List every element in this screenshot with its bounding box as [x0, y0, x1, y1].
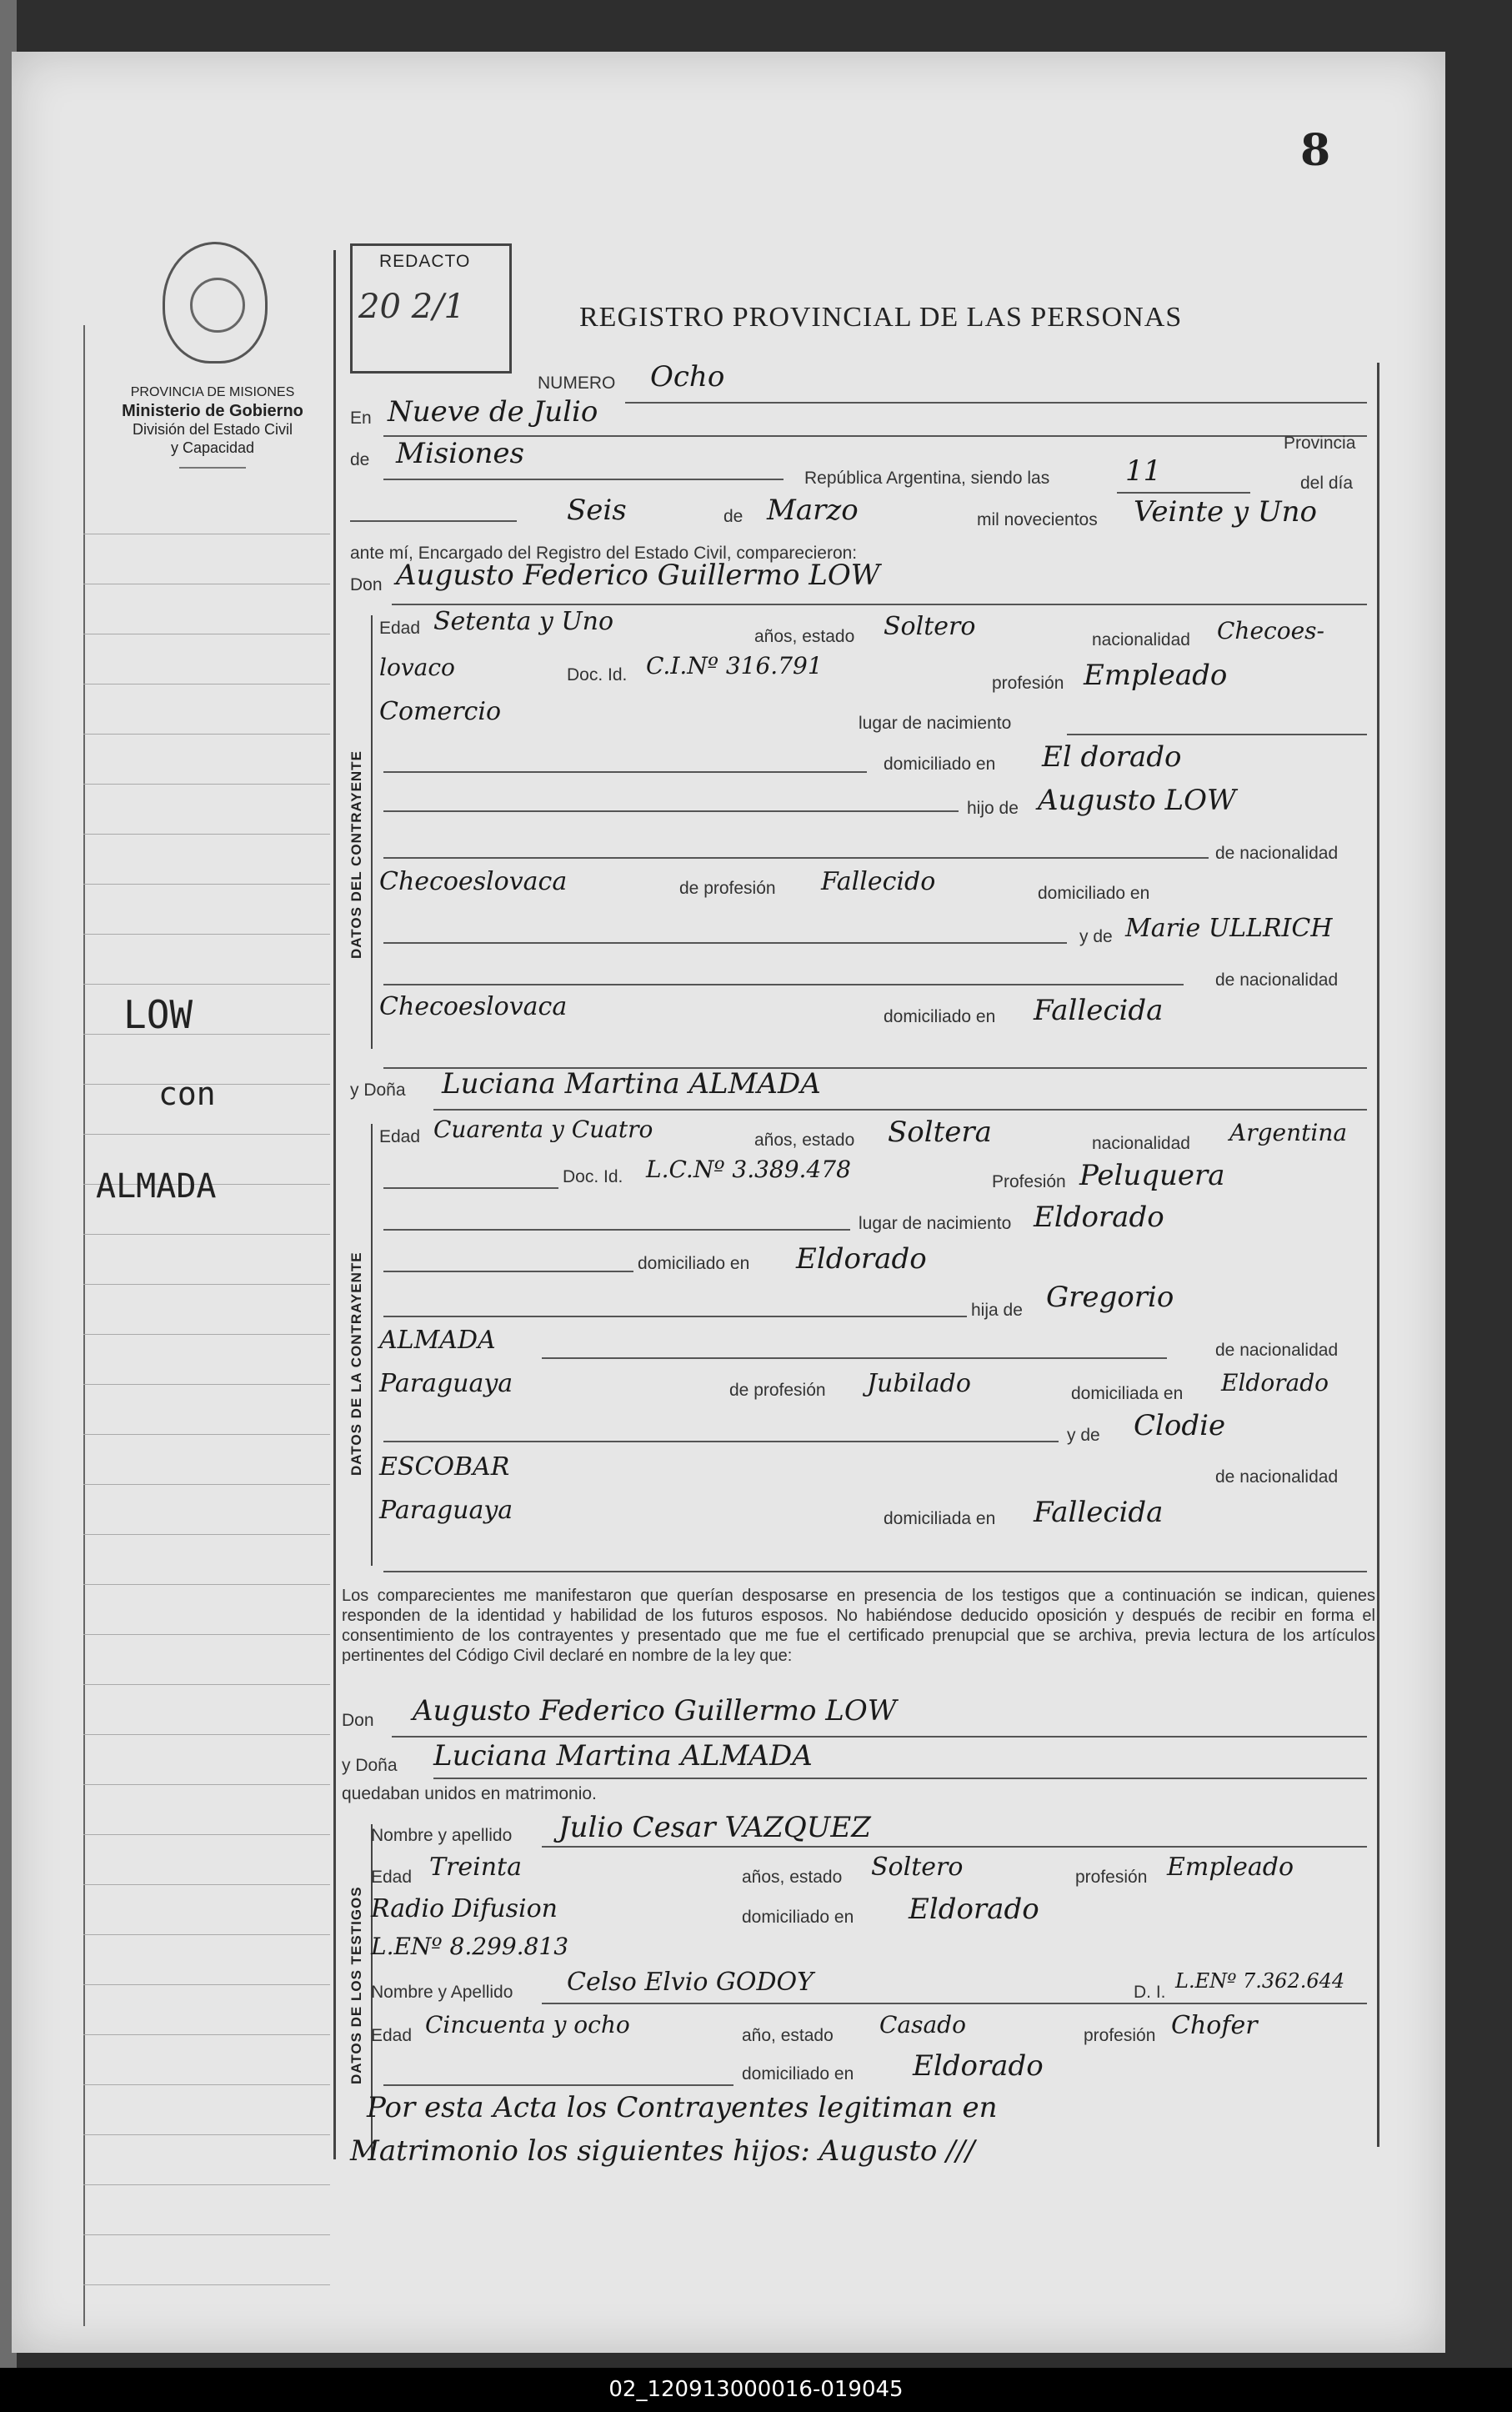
contrayente-rule	[371, 615, 373, 1049]
division-line-1: División del Estado Civil	[132, 421, 293, 438]
domiciliado-label-4: domiciliado en	[638, 1254, 750, 1273]
provincia-label: Provincia	[1284, 434, 1356, 453]
contrayenta-padre-apellido: ALMADA	[379, 1326, 496, 1355]
contrayente-profesion: Empleado	[1084, 659, 1228, 692]
contrayenta-madre-domicilio: Fallecida	[1034, 1496, 1164, 1529]
anos-estado-label-2: años, estado	[754, 1131, 855, 1150]
de-nacionalidad-label-2: de nacionalidad	[1215, 970, 1339, 990]
en-label: En	[350, 409, 372, 428]
domiciliado-label-2: domiciliado en	[1038, 884, 1150, 903]
edad-label: Edad	[379, 619, 421, 638]
contrayente-doc: C.I.Nº 316.791	[646, 652, 823, 679]
contrayente-nacionalidad: Checoes-	[1217, 617, 1324, 644]
division-line-2: y Capacidad	[170, 439, 255, 456]
de-profesion-label: de profesión	[679, 879, 776, 898]
contrayente-padre-profesion: Fallecido	[821, 867, 936, 896]
contrayente-profesion-cont: Comercio	[379, 697, 502, 726]
ano-estado-label: año, estado	[742, 2026, 834, 2045]
form-left-rule	[333, 250, 336, 2159]
de-profesion-label-2: de profesión	[729, 1381, 826, 1400]
union-don: Augusto Federico Guillermo LOW	[413, 1694, 897, 1728]
contrayenta-madre-apellido: ESCOBAR	[379, 1452, 510, 1482]
nacionalidad-label-2: nacionalidad	[1092, 1134, 1190, 1153]
nota-final-linea-1: Por esta Acta los Contrayentes legitiman en	[367, 2091, 998, 2124]
de-nacionalidad-label-3: de nacionalidad	[1215, 1341, 1339, 1360]
testigo1-domicilio: Eldorado	[909, 1893, 1039, 1926]
province-label: PROVINCIA DE MISIONES	[130, 385, 295, 399]
testigo2-edad: Cincuenta y ocho	[425, 2011, 630, 2038]
page-number: 8	[1300, 125, 1331, 176]
lugar-nacimiento-label: lugar de nacimiento	[859, 714, 1012, 733]
contrayenta-domicilio: Eldorado	[796, 1242, 927, 1276]
contrayenta-madre: Clodie	[1134, 1409, 1226, 1442]
testigo1-profesion-cont: Radio Difusion	[371, 1894, 558, 1923]
contrayente-domicilio: El dorado	[1042, 740, 1182, 774]
y-dona-label-2: y Doña	[342, 1756, 398, 1775]
republica-label: República Argentina, siendo las	[804, 469, 1050, 488]
de-nacionalidad-label: de nacionalidad	[1215, 844, 1339, 863]
contrayenta-rule	[371, 1124, 373, 1566]
don-label: Don	[350, 575, 383, 594]
mes-value: Marzo	[767, 494, 859, 527]
section-label-contrayenta: DATOS DE LA CONTRAYENTE	[348, 1251, 364, 1476]
nombre-apellido-label: Nombre y apellido	[371, 1826, 513, 1845]
contrayenta-nacionalidad: Argentina	[1229, 1119, 1348, 1146]
left-margin-rule	[83, 325, 85, 2326]
contrayente-nombre: Augusto Federico Guillermo LOW	[396, 559, 880, 592]
ministry-label: Ministerio de Gobierno	[122, 402, 303, 420]
profesion-label-2: Profesión	[992, 1172, 1066, 1191]
margin-note-con: con	[158, 1076, 216, 1112]
don-label-2: Don	[342, 1711, 374, 1730]
de2-label: de	[723, 507, 743, 526]
testigo2-nombre: Celso Elvio GODOY	[567, 1968, 814, 1997]
image-id-footer: 02_120913000016-019045	[0, 2368, 1512, 2412]
testigo1-profesion: Empleado	[1167, 1853, 1294, 1882]
hijo-de-label: hijo de	[967, 799, 1019, 818]
contrayente-estado: Soltero	[884, 612, 976, 641]
profesion-label-3: profesión	[1075, 1868, 1148, 1887]
domiciliado-label-6: domiciliado en	[742, 2064, 854, 2084]
de-label: de	[350, 450, 370, 469]
issuer-block	[92, 384, 333, 469]
domiciliada-label: domiciliada en	[1071, 1384, 1184, 1403]
coat-of-arms-icon	[163, 242, 268, 364]
domiciliado-label-3: domiciliado en	[884, 1007, 996, 1026]
de-nacionalidad-label-4: de nacionalidad	[1215, 1467, 1339, 1487]
testigo2-estado: Casado	[879, 2011, 966, 2038]
lugar-nacimiento-label-2: lugar de nacimiento	[859, 1214, 1012, 1233]
testigo1-doc: L.ENº 8.299.813	[371, 1933, 569, 1960]
contrayente-madre-nacionalidad: Checoeslovaca	[379, 992, 568, 1021]
redacto-signature: 20 2/1	[358, 288, 465, 326]
y-de-label-2: y de	[1067, 1426, 1100, 1445]
mil-novecientos-label: mil novecientos	[977, 510, 1098, 529]
contrayenta-padre-nacionalidad: Paraguaya	[379, 1369, 513, 1398]
contrayente-padre: Augusto LOW	[1038, 784, 1236, 817]
contrayenta-padre-domicilio: Eldorado	[1221, 1369, 1329, 1397]
margin-note-low: LOW	[123, 992, 193, 1037]
lugar-value: Nueve de Julio	[388, 395, 598, 429]
document-title: REGISTRO PROVINCIAL DE LAS PERSONAS	[579, 302, 1183, 333]
form-right-rule	[1377, 363, 1379, 2147]
testigo1-nombre: Julio Cesar VAZQUEZ	[558, 1811, 871, 1844]
testigo1-edad: Treinta	[429, 1853, 522, 1882]
dia-value: Seis	[567, 494, 627, 527]
edad-label-2: Edad	[379, 1127, 421, 1146]
domiciliada-label-2: domiciliada en	[884, 1509, 996, 1528]
quedaban-label: quedaban unidos en matrimonio.	[342, 1784, 597, 1803]
d-i-label: D. I.	[1134, 1983, 1166, 2002]
contrayenta-madre-nacionalidad: Paraguaya	[379, 1496, 513, 1525]
profesion-label: profesión	[992, 674, 1064, 693]
del-dia-label: del día	[1300, 474, 1354, 493]
anos-estado-label-3: años, estado	[742, 1868, 843, 1887]
section-label-testigos: DATOS DE LOS TESTIGOS	[348, 1886, 364, 2084]
anio-value: Veinte y Uno	[1134, 495, 1317, 529]
doc-id-label: Doc. Id.	[567, 665, 628, 684]
numero-value: Ocho	[650, 360, 725, 394]
contrayenta-nombre: Luciana Martina ALMADA	[442, 1067, 821, 1101]
redacto-label: REDACTO	[379, 252, 471, 271]
contrayenta-edad: Cuarenta y Cuatro	[433, 1116, 653, 1143]
contrayenta-lugar-nacimiento: Eldorado	[1034, 1201, 1164, 1234]
contrayente-edad: Setenta y Uno	[433, 607, 614, 636]
numero-label: NUMERO	[538, 374, 616, 393]
domiciliado-label: domiciliado en	[884, 755, 996, 774]
edad-label-3: Edad	[371, 1868, 413, 1887]
y-dona-label: y Doña	[350, 1081, 406, 1100]
nombre-apellido-label-2: Nombre y Apellido	[371, 1983, 513, 2002]
union-dona: Luciana Martina ALMADA	[433, 1739, 813, 1773]
domiciliado-label-5: domiciliado en	[742, 1908, 854, 1927]
contrayenta-doc: L.C.Nº 3.389.478	[646, 1156, 851, 1183]
declaration-paragraph: Los comparecientes me manifestaron que querían desposarse en presencia de los testigos que a continuación se indican, quienes responden de la identidad y habilidad de los futuros esposos. No habiéndose deducido oposición y después de recibir en forma el consentimiento de los contrayentes y presentado que me fue el certificado prenupcial que se archiva, previa lectura de los artículos pertinentes del Código Civil declaré en nombre de la ley que:	[342, 1587, 1375, 1665]
profesion-label-4: profesión	[1084, 2026, 1156, 2045]
nota-final-linea-2: Matrimonio los siguientes hijos: Augusto ///	[350, 2134, 975, 2168]
contrayenta-estado: Soltera	[888, 1116, 992, 1149]
contrayente-nacionalidad-cont: lovaco	[379, 654, 455, 681]
hora-value: 11	[1125, 454, 1162, 488]
contrayenta-padre-profesion: Jubilado	[867, 1369, 971, 1398]
edad-label-4: Edad	[371, 2026, 413, 2045]
section-label-contrayente: DATOS DEL CONTRAYENTE	[348, 750, 364, 959]
doc-id-label-2: Doc. Id.	[563, 1167, 623, 1186]
contrayenta-profesion: Peluquera	[1079, 1159, 1225, 1192]
provincia-value: Misiones	[396, 437, 524, 470]
y-de-label: y de	[1079, 927, 1113, 946]
margin-note-almada: ALMADA	[96, 1167, 217, 1206]
contrayenta-padre: Gregorio	[1046, 1281, 1174, 1314]
testigo2-domicilio: Eldorado	[913, 2049, 1044, 2083]
hija-de-label: hija de	[971, 1301, 1023, 1320]
ante-label: ante mí, Encargado del Registro del Estado Civil, comparecieron:	[350, 544, 858, 563]
contrayente-madre: Marie ULLRICH	[1125, 914, 1333, 943]
anos-estado-label: años, estado	[754, 627, 855, 646]
nacionalidad-label: nacionalidad	[1092, 630, 1190, 649]
testigo2-profesion: Chofer	[1171, 2011, 1258, 2040]
contrayente-padre-nacionalidad: Checoeslovaca	[379, 867, 568, 896]
testigo1-estado: Soltero	[871, 1853, 964, 1882]
testigo2-doc: L.ENº 7.362.644	[1175, 1969, 1345, 1993]
contrayente-madre-domicilio: Fallecida	[1034, 994, 1164, 1027]
